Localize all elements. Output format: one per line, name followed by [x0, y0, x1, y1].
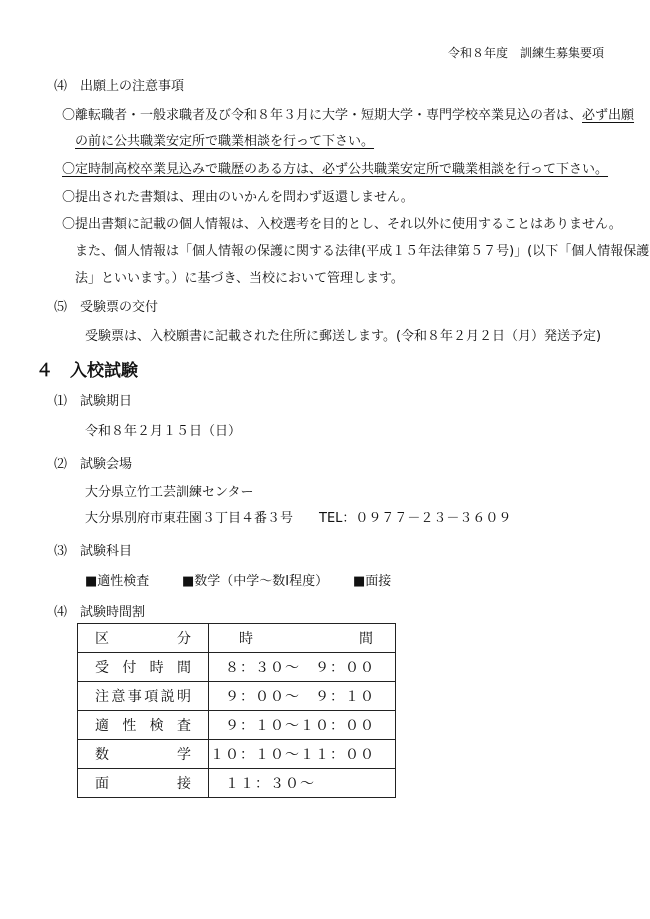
table-row — [78, 682, 396, 711]
schedule-row-label: 適性検査 — [78, 711, 209, 740]
caution-item-1-text: 〇離転職者・一般求職者及び令和８年３月に大学・短期大学・専門学校卒業見込の者は、 — [62, 108, 583, 123]
schedule-row-time: １０：１０～１１：００ — [209, 740, 396, 769]
caution-item-1-line-2: の前に公共職業安定所で職業相談を行って下さい。 — [75, 134, 375, 149]
schedule-row-time: ９：００～ ９：１０ — [209, 682, 396, 711]
table-row — [78, 740, 396, 769]
caution-item-4-line-2: また、個人情報は「個人情報の保護に関する法律(平成１５年法律第５７号)」(以下「個人情報保護 — [75, 244, 650, 259]
table-row — [78, 711, 396, 740]
schedule-row-label: 注意事項説明 — [78, 682, 209, 711]
schedule-row-label: 受付時間 — [78, 653, 209, 682]
caution-item-2: 〇定時制高校卒業見込みで職歴のある方は、必ず公共職業安定所で職業相談を行って下さい。 — [62, 162, 609, 177]
schedule-row-time: ９：１０～１０：００ — [209, 711, 396, 740]
caution-item-4-line-1: 〇提出書類に記載の個人情報は、入校選考を目的とし、それ以外に使用することはありません。 — [62, 217, 622, 232]
ticket-heading: ⑸ 受験票の交付 — [54, 300, 159, 315]
exam-subject-3: ■面接 — [353, 574, 392, 589]
table-row — [78, 769, 396, 798]
caution-item-4-line-3: 法」といいます。）に基づき、当校において管理します。 — [75, 271, 404, 286]
exam-date-heading: ⑴ 試験期日 — [54, 394, 133, 409]
schedule-heading: ⑷ 試験時間割 — [54, 605, 146, 620]
schedule-table — [77, 623, 396, 798]
document-header: 令和８年度 訓練生募集要項 — [447, 46, 604, 60]
caution-item-1-line-1 — [62, 104, 634, 123]
exam-venue-name: 大分県立竹工芸訓練センター — [85, 485, 254, 500]
exam-subject-1: ■適性検査 — [85, 574, 150, 589]
schedule-row-label: 面接 — [78, 769, 209, 798]
exam-venue-heading: ⑵ 試験会場 — [54, 457, 133, 472]
schedule-row-label: 数学 — [78, 740, 209, 769]
schedule-row-time: ８：３０～ ９：００ — [209, 653, 396, 682]
caution-item-1-underlined: 必ず出願 — [582, 108, 635, 123]
exam-date-value: 令和８年２月１５日（日） — [85, 424, 242, 439]
cautions-heading: ⑷ 出願上の注意事項 — [54, 79, 185, 94]
exam-subjects-heading: ⑶ 試験科目 — [54, 544, 133, 559]
schedule-header-row — [78, 624, 396, 653]
schedule-col-label-header: 区分 — [78, 624, 209, 653]
schedule-row-time: １１：３０～ — [209, 769, 396, 798]
caution-item-3: 〇提出された書類は、理由のいかんを問わず返還しません。 — [62, 190, 414, 205]
schedule-col-time-header: 時間 — [209, 624, 396, 653]
exam-subject-2: ■数学（中学～数Ⅰ程度） — [182, 574, 329, 589]
exam-venue-address: 大分県別府市東荘園３丁目４番３号 TEL：０９７７－２３－３６０９ — [85, 511, 512, 526]
exam-section-heading: ４ 入校試験 — [36, 361, 138, 381]
ticket-text: 受験票は、入校願書に記載された住所に郵送します。(令和８年２月２日（月）発送予定) — [85, 329, 602, 344]
table-row — [78, 653, 396, 682]
